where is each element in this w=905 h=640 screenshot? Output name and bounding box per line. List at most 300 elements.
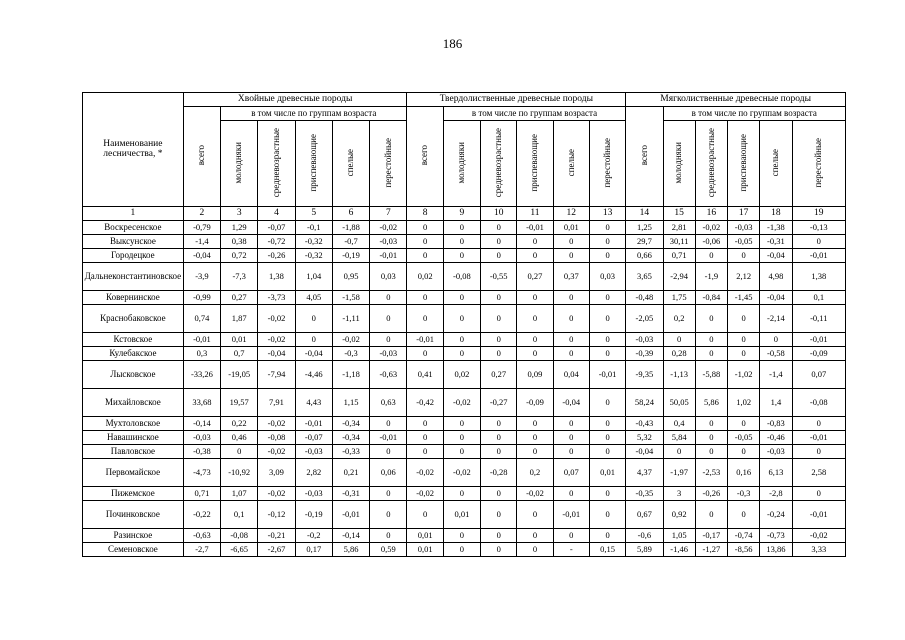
table-cell: 0 — [589, 291, 625, 305]
table-cell: -33,26 — [183, 361, 220, 389]
table-cell: -0,1 — [295, 221, 332, 235]
table-cell: 0 — [695, 501, 727, 529]
table-cell: -4,46 — [295, 361, 332, 389]
table-cell: 0 — [589, 529, 625, 543]
table-cell: 5,86 — [695, 389, 727, 417]
table-cell: 0 — [407, 501, 443, 529]
header-age-middle: средневозрастные — [258, 121, 295, 207]
table-cell: -0,6 — [626, 529, 663, 543]
table-cell: -0,01 — [792, 249, 845, 263]
table-cell: -0,05 — [728, 431, 760, 445]
forestry-name: Разинское — [83, 529, 184, 543]
table-cell: 0,06 — [370, 459, 407, 487]
table-cell: 0 — [517, 445, 553, 459]
table-cell: 0 — [221, 445, 258, 459]
table-cell: -0,43 — [626, 417, 663, 431]
table-cell: 0,7 — [221, 347, 258, 361]
table-cell: 0 — [481, 235, 517, 249]
forestry-name: Краснобаковское — [83, 305, 184, 333]
table-cell: 0 — [370, 305, 407, 333]
table-cell: 0 — [443, 305, 480, 333]
table-cell: 0,72 — [221, 249, 258, 263]
table-cell: -0,32 — [295, 249, 332, 263]
table-cell: -8,56 — [728, 543, 760, 557]
table-cell: 7,91 — [258, 389, 295, 417]
table-cell: -0,63 — [183, 529, 220, 543]
table-cell: 1,02 — [728, 389, 760, 417]
table-cell: -0,58 — [760, 347, 792, 361]
table-cell: -0,02 — [443, 389, 480, 417]
table-cell: 0,01 — [221, 333, 258, 347]
table-cell: 0 — [553, 291, 589, 305]
table-cell: 0,02 — [407, 263, 443, 291]
table-cell: 0 — [792, 445, 845, 459]
table-cell: 0 — [728, 501, 760, 529]
forestry-name: Лысковское — [83, 361, 184, 389]
column-number: 14 — [626, 207, 663, 221]
table-cell: 5,89 — [626, 543, 663, 557]
table-cell: -1,11 — [332, 305, 369, 333]
table-cell: 3 — [663, 487, 695, 501]
table-cell: -0,03 — [183, 431, 220, 445]
table-cell: 0 — [443, 445, 480, 459]
table-cell: 0 — [481, 487, 517, 501]
table-cell: -0,02 — [258, 333, 295, 347]
column-number: 15 — [663, 207, 695, 221]
header-age-middle: средневозрастные — [481, 121, 517, 207]
forestry-name: Навашинское — [83, 431, 184, 445]
table-cell: 0 — [695, 347, 727, 361]
table-cell: 0 — [517, 305, 553, 333]
table-cell: -0,01 — [589, 361, 625, 389]
table-cell: 0 — [443, 347, 480, 361]
table-row — [83, 487, 846, 501]
table-cell: 0 — [589, 249, 625, 263]
column-number: 13 — [589, 207, 625, 221]
table-cell: -0,03 — [728, 221, 760, 235]
table-cell: 0 — [517, 347, 553, 361]
table-cell: 50,05 — [663, 389, 695, 417]
table-cell: -19,05 — [221, 361, 258, 389]
table-cell: 0 — [553, 487, 589, 501]
table-cell: 1,15 — [332, 389, 369, 417]
table-cell: 0 — [443, 333, 480, 347]
table-cell: 3,33 — [792, 543, 845, 557]
table-cell: 13,86 — [760, 543, 792, 557]
table-cell: 0 — [407, 431, 443, 445]
table-cell: 0,37 — [553, 263, 589, 291]
table-cell: 29,7 — [626, 235, 663, 249]
table-cell: -0,04 — [553, 389, 589, 417]
table-cell: -0,73 — [760, 529, 792, 543]
table-cell: -0,04 — [258, 347, 295, 361]
table-cell: 0 — [760, 333, 792, 347]
table-cell: -0,02 — [407, 459, 443, 487]
header-name-column: Наименование лесничества, * — [83, 93, 184, 207]
table-cell: 0 — [517, 333, 553, 347]
table-row — [83, 305, 846, 333]
table-cell: -0,27 — [481, 389, 517, 417]
table-row — [83, 501, 846, 529]
table-cell: -0,39 — [626, 347, 663, 361]
table-cell: 58,24 — [626, 389, 663, 417]
table-cell: -0,2 — [295, 529, 332, 543]
table-cell: 0 — [481, 529, 517, 543]
table-cell: 0,01 — [589, 459, 625, 487]
table-cell: -0,01 — [407, 333, 443, 347]
table-cell: -7,3 — [221, 263, 258, 291]
table-cell: 0 — [589, 305, 625, 333]
table-cell: 0,27 — [221, 291, 258, 305]
table-cell: -1,13 — [663, 361, 695, 389]
header-age-groups: в том числе по группам возраста — [443, 107, 625, 121]
table-cell: -1,02 — [728, 361, 760, 389]
table-cell: 3,65 — [626, 263, 663, 291]
table-cell: 0,01 — [407, 529, 443, 543]
table-cell: 0,07 — [553, 459, 589, 487]
table-cell: -0,02 — [792, 529, 845, 543]
table-cell: -0,13 — [792, 221, 845, 235]
table-cell: -0,04 — [183, 249, 220, 263]
table-cell: 0 — [728, 347, 760, 361]
table-cell: 0 — [481, 305, 517, 333]
table-cell: 0 — [517, 235, 553, 249]
table-cell: -0,74 — [728, 529, 760, 543]
page-number: 186 — [442, 36, 463, 51]
table-cell: -0,02 — [695, 221, 727, 235]
table-cell: -1,97 — [663, 459, 695, 487]
header-age-mature: спелые — [553, 121, 589, 207]
table-cell: -0,01 — [792, 431, 845, 445]
table-cell: 0,92 — [663, 501, 695, 529]
table-cell: 0,46 — [221, 431, 258, 445]
table-cell: -0,03 — [626, 333, 663, 347]
table-cell: -0,22 — [183, 501, 220, 529]
table-cell: 6,13 — [760, 459, 792, 487]
table-cell: 0,04 — [553, 361, 589, 389]
table-cell: 0,01 — [553, 221, 589, 235]
table-cell: 0,74 — [183, 305, 220, 333]
column-number: 7 — [370, 207, 407, 221]
table-cell: -0,19 — [332, 249, 369, 263]
table-cell: -0,31 — [760, 235, 792, 249]
table-cell: 0 — [481, 445, 517, 459]
table-cell: 0 — [553, 249, 589, 263]
header-total: всего — [183, 107, 220, 207]
table-cell: 0 — [443, 417, 480, 431]
table-cell: 0,15 — [589, 543, 625, 557]
table-cell: -1,58 — [332, 291, 369, 305]
table-row — [83, 347, 846, 361]
table-cell: 0,4 — [663, 417, 695, 431]
table-cell: 0 — [481, 221, 517, 235]
table-cell: - — [553, 543, 589, 557]
table-cell: 0,2 — [663, 305, 695, 333]
table-cell: -0,32 — [295, 235, 332, 249]
table-cell: 0 — [443, 529, 480, 543]
forestry-name: Кулебакское — [83, 347, 184, 361]
table-cell: 1,4 — [760, 389, 792, 417]
table-cell: -0,01 — [517, 221, 553, 235]
table-cell: -0,34 — [332, 431, 369, 445]
table-cell: 0 — [695, 431, 727, 445]
table-cell: 0 — [792, 417, 845, 431]
table-cell: 0,38 — [221, 235, 258, 249]
table-cell: 0 — [481, 333, 517, 347]
table-cell: -0,35 — [626, 487, 663, 501]
table-cell: 0 — [407, 291, 443, 305]
forestry-name: Воскресенское — [83, 221, 184, 235]
column-number: 8 — [407, 207, 443, 221]
table-cell: 0,03 — [370, 263, 407, 291]
table-cell: 0 — [792, 487, 845, 501]
table-cell: 0 — [553, 431, 589, 445]
table-cell: 0 — [728, 333, 760, 347]
table-cell: 0 — [407, 221, 443, 235]
table-cell: -0,02 — [258, 487, 295, 501]
table-cell: -0,02 — [517, 487, 553, 501]
table-cell: 0 — [481, 291, 517, 305]
table-cell: 1,29 — [221, 221, 258, 235]
column-number: 4 — [258, 207, 295, 221]
table-row — [83, 235, 846, 249]
table-cell: -0,34 — [332, 417, 369, 431]
table-cell: 0 — [481, 501, 517, 529]
table-cell: -0,28 — [481, 459, 517, 487]
table-cell: 4,43 — [295, 389, 332, 417]
table-cell: 0 — [517, 529, 553, 543]
column-number: 19 — [792, 207, 845, 221]
table-cell: 0 — [553, 333, 589, 347]
table-cell: 3,09 — [258, 459, 295, 487]
table-cell: 0 — [443, 487, 480, 501]
table-cell: -0,02 — [258, 417, 295, 431]
table-cell: 0 — [589, 487, 625, 501]
table-cell: 0,27 — [517, 263, 553, 291]
table-cell: -0,19 — [295, 501, 332, 529]
table-cell: 0 — [695, 417, 727, 431]
table-cell: 0 — [792, 235, 845, 249]
table-cell: -0,01 — [553, 501, 589, 529]
table-cell: 1,38 — [792, 263, 845, 291]
column-number: 9 — [443, 207, 480, 221]
forestry-name: Пижемское — [83, 487, 184, 501]
table-cell: -0,11 — [792, 305, 845, 333]
table-cell: 2,82 — [295, 459, 332, 487]
table-cell: -4,73 — [183, 459, 220, 487]
header-group-coniferous: Хвойные древесные породы — [183, 93, 407, 107]
table-cell: 0,02 — [443, 361, 480, 389]
table-cell: 0 — [295, 305, 332, 333]
forestry-table — [82, 92, 846, 557]
table-cell: 1,25 — [626, 221, 663, 235]
table-cell: -0,09 — [517, 389, 553, 417]
table-cell: 0 — [370, 445, 407, 459]
table-cell: -0,7 — [332, 235, 369, 249]
table-cell: 0 — [553, 305, 589, 333]
table-cell: 0,09 — [517, 361, 553, 389]
table-cell: -0,72 — [258, 235, 295, 249]
column-number: 2 — [183, 207, 220, 221]
table-cell: -0,07 — [258, 221, 295, 235]
table-cell: 0 — [481, 249, 517, 263]
table-cell: 0,67 — [626, 501, 663, 529]
forestry-name: Ковернинское — [83, 291, 184, 305]
table-cell: 0 — [553, 417, 589, 431]
table-cell: 0,71 — [183, 487, 220, 501]
table-cell: 0,3 — [183, 347, 220, 361]
table-row — [83, 529, 846, 543]
table-cell: 2,58 — [792, 459, 845, 487]
table-cell: 0 — [553, 445, 589, 459]
column-number: 11 — [517, 207, 553, 221]
table-cell: 0,41 — [407, 361, 443, 389]
forestry-name: Михайловское — [83, 389, 184, 417]
table-row — [83, 221, 846, 235]
table-cell: 1,07 — [221, 487, 258, 501]
header-total: всего — [626, 107, 663, 207]
table-cell: -0,31 — [332, 487, 369, 501]
table-cell: 4,37 — [626, 459, 663, 487]
table-cell: 0 — [407, 417, 443, 431]
table-cell: -0,08 — [258, 431, 295, 445]
table-cell: -0,09 — [792, 347, 845, 361]
table-cell: 0 — [481, 431, 517, 445]
table-cell: -10,92 — [221, 459, 258, 487]
table-row — [83, 249, 846, 263]
table-cell: -5,88 — [695, 361, 727, 389]
column-number: 6 — [332, 207, 369, 221]
table-cell: -0,79 — [183, 221, 220, 235]
table-cell: -0,04 — [760, 249, 792, 263]
table-cell: 5,84 — [663, 431, 695, 445]
table-cell: 4,05 — [295, 291, 332, 305]
table-cell: 0,95 — [332, 263, 369, 291]
table-cell: -1,4 — [760, 361, 792, 389]
table-cell: 0,01 — [407, 543, 443, 557]
table-cell: -2,53 — [695, 459, 727, 487]
table-cell: -0,63 — [370, 361, 407, 389]
header-age-young: молодняки — [663, 121, 695, 207]
table-cell: 0,16 — [728, 459, 760, 487]
table-cell: 0 — [407, 249, 443, 263]
table-cell: -0,38 — [183, 445, 220, 459]
column-number: 3 — [221, 207, 258, 221]
table-cell: -0,01 — [332, 501, 369, 529]
table-cell: 0 — [589, 417, 625, 431]
table-cell: -1,88 — [332, 221, 369, 235]
table-cell: 30,11 — [663, 235, 695, 249]
table-cell: -2,05 — [626, 305, 663, 333]
table-cell: 0 — [443, 291, 480, 305]
table-cell: -1,4 — [183, 235, 220, 249]
header-age-premature: приспевающие — [517, 121, 553, 207]
table-cell: -0,33 — [332, 445, 369, 459]
header-age-overmature: перестойные — [370, 121, 407, 207]
table-cell: 0 — [589, 347, 625, 361]
table-cell: 0 — [589, 235, 625, 249]
table-cell: -7,94 — [258, 361, 295, 389]
table-row — [83, 333, 846, 347]
header-age-overmature: перестойные — [589, 121, 625, 207]
forestry-name: Кстовское — [83, 333, 184, 347]
table-cell: 0 — [728, 249, 760, 263]
table-cell: 0 — [517, 543, 553, 557]
table-cell: 0 — [443, 221, 480, 235]
table-cell: -2,7 — [183, 543, 220, 557]
table-cell: 0 — [407, 347, 443, 361]
table-cell: 5,86 — [332, 543, 369, 557]
table-row — [83, 263, 846, 291]
table-cell: 0 — [370, 417, 407, 431]
table-cell: 0 — [370, 291, 407, 305]
table-cell: -2,67 — [258, 543, 295, 557]
table-cell: -0,01 — [183, 333, 220, 347]
table-cell: -0,46 — [760, 431, 792, 445]
table-cell: 0,07 — [792, 361, 845, 389]
table-cell: 0 — [407, 305, 443, 333]
table-cell: -0,03 — [370, 347, 407, 361]
table-cell: -9,35 — [626, 361, 663, 389]
table-cell: -0,24 — [760, 501, 792, 529]
table-row — [83, 417, 846, 431]
table-cell: 33,68 — [183, 389, 220, 417]
table-cell: 0 — [553, 235, 589, 249]
table-cell: -1,38 — [760, 221, 792, 235]
table-cell: 0,27 — [481, 361, 517, 389]
table-cell: -0,02 — [370, 221, 407, 235]
table-cell: -0,14 — [332, 529, 369, 543]
table-cell: 0,71 — [663, 249, 695, 263]
header-age-groups: в том числе по группам возраста — [221, 107, 407, 121]
header-age-young: молодняки — [443, 121, 480, 207]
table-cell: -1,45 — [728, 291, 760, 305]
table-cell: 0 — [553, 347, 589, 361]
table-cell: 0 — [407, 445, 443, 459]
table-cell: 0,01 — [443, 501, 480, 529]
table-cell: -3,9 — [183, 263, 220, 291]
table-cell: 0 — [517, 431, 553, 445]
table-cell: 0 — [663, 445, 695, 459]
table-cell: -0,03 — [295, 487, 332, 501]
table-cell: 0 — [443, 249, 480, 263]
table-cell: -0,21 — [258, 529, 295, 543]
column-number: 16 — [695, 207, 727, 221]
table-cell: -0,01 — [295, 417, 332, 431]
table-cell: 0 — [728, 445, 760, 459]
table-cell: -0,02 — [258, 305, 295, 333]
table-cell: -0,14 — [183, 417, 220, 431]
table-cell: 0 — [370, 501, 407, 529]
table-cell: 19,57 — [221, 389, 258, 417]
forestry-name: Дальнеконстантиновское — [83, 263, 184, 291]
header-age-premature: приспевающие — [295, 121, 332, 207]
table-cell: 0 — [517, 291, 553, 305]
table-cell: 0 — [589, 221, 625, 235]
header-total: всего — [407, 107, 443, 207]
table-cell: 0,28 — [663, 347, 695, 361]
table-cell: 0,21 — [332, 459, 369, 487]
table-cell: -1,9 — [695, 263, 727, 291]
table-cell: 1,75 — [663, 291, 695, 305]
table-cell: -0,03 — [760, 445, 792, 459]
table-cell: 0 — [370, 529, 407, 543]
header-age-overmature: перестойные — [792, 121, 845, 207]
table-row — [83, 361, 846, 389]
table-cell: 4,98 — [760, 263, 792, 291]
table-cell: 0 — [589, 501, 625, 529]
table-row — [83, 291, 846, 305]
